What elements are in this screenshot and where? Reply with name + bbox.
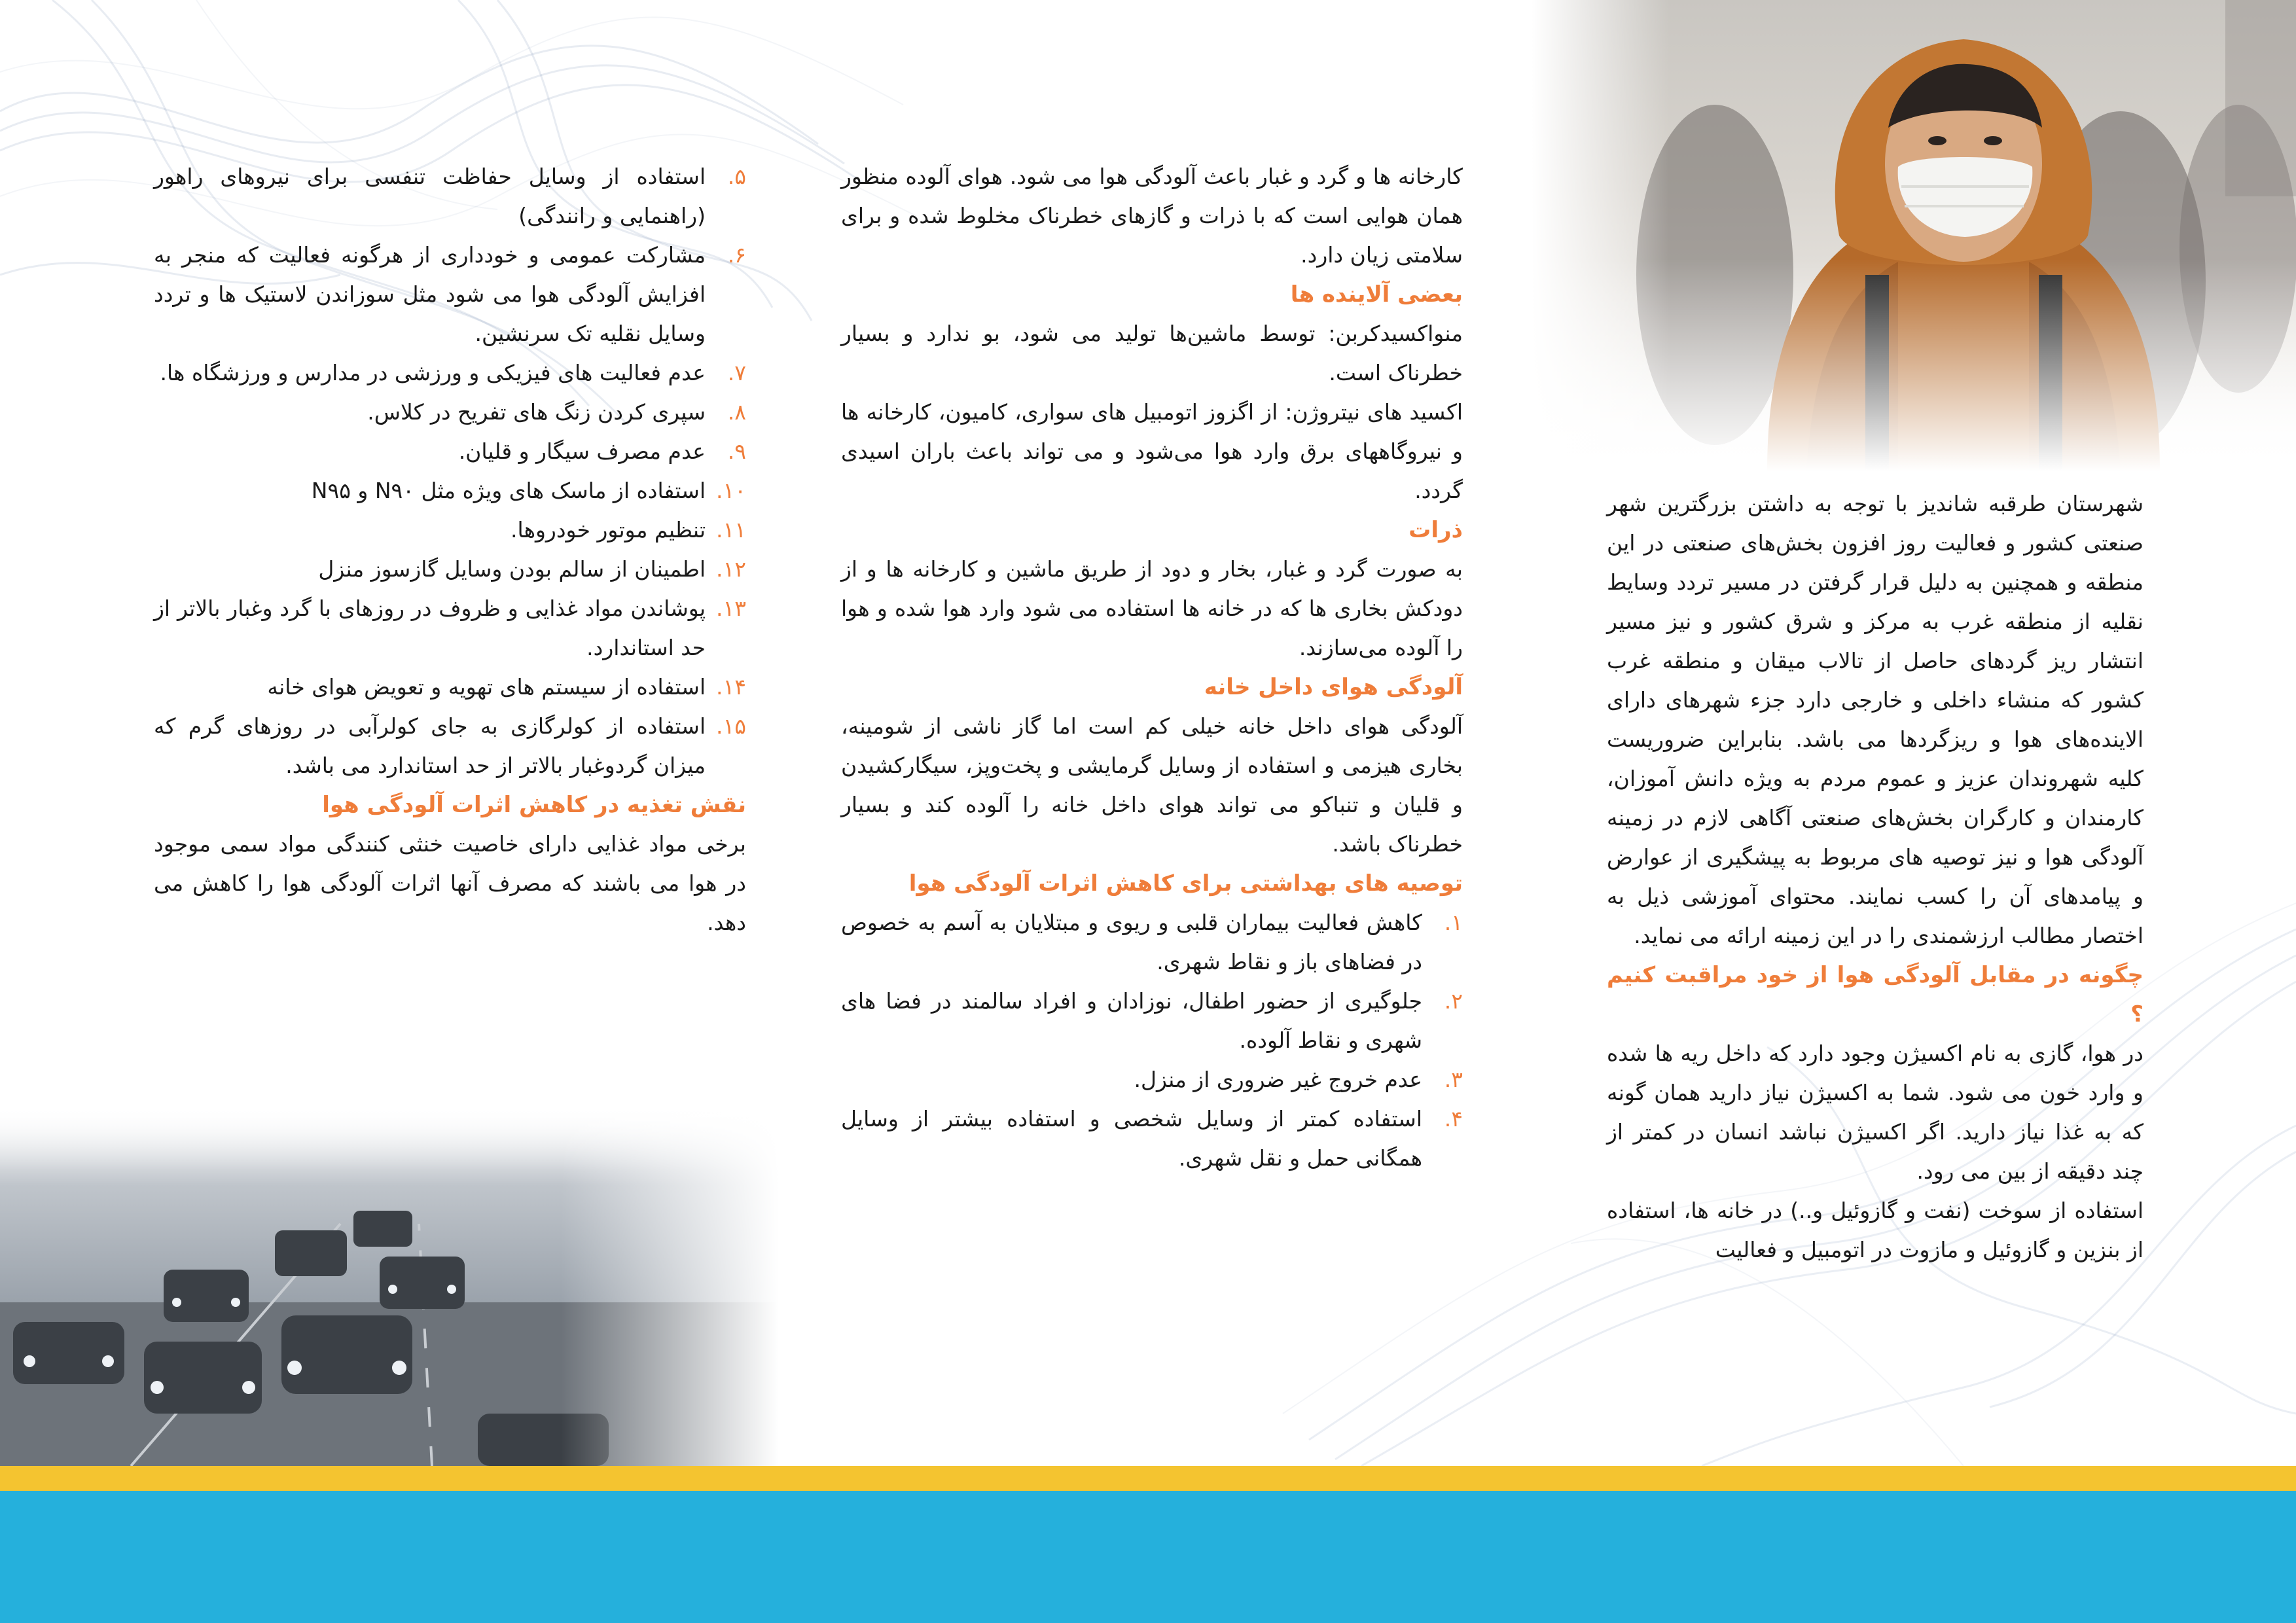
fuel-paragraph: استفاده از سوخت (نفت و گازوئیل و..) در خانه ها، استفاده از بنزین و گازوئیل و مازوت در اتومبیل و فعالیت (1607, 1198, 2144, 1262)
list-number: ۱۳. (716, 596, 746, 621)
list-item-text: استفاده از کولرگازی به جای کولرآبی در روزهای گرم که میزان گردوغبار بالاتر از حد استاندارد می باشد. (154, 713, 706, 778)
heading-particles: ذرات (1408, 517, 1463, 543)
list-item-text: پوشاندن مواد غذایی و ظروف در روزهای با گرد وغبار بالاتر از حد استاندارد. (154, 596, 706, 660)
list-number: ۸. (727, 399, 746, 425)
list-number: ۵. (727, 164, 746, 189)
list-item (841, 1060, 1463, 1099)
heading-self-care: چگونه در مقابل آلودگی هوا از خود مراقبت کنیم ؟ (1607, 962, 2144, 1027)
list-item-text: استفاده از وسایل حفاظت تنفسی برای نیروهای راهور (راهنمایی و رانندگی) (154, 164, 706, 228)
list-item-text: مشارکت عمومی و خودداری از هرگونه فعالیت که منجر به افزایش آلودگی هوا می شود مثل سوزاندن لاستیک ها و تردد وسایل نقلیه تک سرنشین. (154, 242, 706, 346)
list-item (154, 157, 746, 236)
polluted-air-paragraph: کارخانه ها و گرد و غبار باعث آلودگی هوا می شود. هوای آلوده منظور همان هوایی است که با ذرات و گازهای خطرناک مخلوط شده و برای سلامتی زیان دارد. (841, 164, 1463, 268)
nitrogen-oxides-paragraph: اکسید های نیتروژن: از اگزوز اتومبیل های سواری، کامیون، کارخانه ها و نیروگاههای برق وارد هوا می‌شود و می تواند باعث باران اسیدی گردد. (841, 399, 1463, 503)
list-number: ۱۲. (716, 556, 746, 582)
traffic-pollution-photo (0, 1106, 779, 1466)
list-number: ۱۵. (716, 713, 746, 739)
list-item-text: سپری کردن زنگ های تفریح در کلاس. (367, 399, 706, 425)
list-item (841, 903, 1463, 982)
indoor-pollution-paragraph: آلودگی هوای داخل خانه خیلی کم است اما گاز ناشی از شومینه، بخاری هیزمی و استفاده از وسایل گرمایشی و پخت‌وپز، سیگارکشیدن و قلیان و تنباکو می‌ تواند هوای داخل خانه را آلوده کند و بسیار خطرناک باشد. (841, 713, 1463, 857)
list-number: ۷. (727, 360, 746, 385)
list-number: ۹. (727, 438, 746, 464)
list-number: ۱۱. (716, 517, 746, 543)
right-column (1607, 484, 2144, 1270)
list-item-text: عدم مصرف سیگار و قلیان. (458, 438, 706, 464)
list-item-text: جلوگیری از حضور اطفال، نوزادان و افراد سالمند در فضا های شهری و نقاط آلوده. (841, 988, 1422, 1053)
list-item (154, 236, 746, 353)
left-column (154, 157, 746, 942)
list-item-text: کاهش فعالیت بیماران قلبی و ریوی و مبتلایان به آسم به خصوص در فضاهای باز و نقاط شهری. (841, 910, 1422, 974)
list-number: ۱. (1444, 910, 1463, 935)
list-number: ۴. (1444, 1106, 1463, 1132)
nutrition-paragraph: برخی مواد غذایی دارای خاصیت خنثی کنندگی مواد سمی موجود در هوا می باشند که مصرف آنها اثرات آلودگی هوا را کاهش می دهد. (154, 831, 746, 935)
oxygen-paragraph: در هوا، گازی به نام اکسیژن وجود دارد که داخل ریه ها شده و وارد خون می شود. شما به اکسیژن نیاز دارید همان گونه که به غذا نیاز دارید. اگر اکسیژن نباشد انسان در کمتر از چند دقیقه از بین می رود. (1607, 1041, 2144, 1184)
list-item (154, 432, 746, 471)
list-item-text: تنظیم موتور خودروها. (511, 517, 706, 543)
list-item-text: استفاده از ماسک های ویژه مثل N۹۰ و N۹۵ (311, 478, 706, 503)
list-item (154, 471, 746, 510)
list-number: ۱۴. (716, 674, 746, 700)
particles-paragraph: به صورت گرد و غبار، بخار و دود از طریق ماشین و کارخانه ها و از دودکش بخاری ها که در خانه ها استفاده می شود وارد هوا شده و هوا را آلوده می‌سازند. (841, 556, 1463, 660)
list-item (154, 353, 746, 393)
heading-nutrition: نقش تغذیه در کاهش اثرات آلودگی هوا (322, 792, 746, 818)
list-number: ۱۰. (716, 478, 746, 503)
list-number: ۶. (727, 242, 746, 268)
list-item (154, 589, 746, 668)
recommendations-list-part2 (154, 157, 746, 785)
footer-blue-band (0, 1491, 2296, 1623)
masked-man-photo (1532, 0, 2296, 471)
list-item-text: اطمینان از سالم بودن وسایل گازسوز منزل (318, 556, 706, 582)
list-item-text: استفاده از سیستم های تهویه و تعویض هوای خانه (267, 674, 706, 700)
middle-column (841, 157, 1463, 1178)
list-item-text: عدم فعالیت های فیزیکی و ورزشی در مدارس و ورزشگاه ها. (160, 360, 706, 385)
heading-pollutants: بعضی آلاینده ها (1290, 281, 1463, 308)
footer-yellow-stripe (0, 1466, 2296, 1491)
list-item (841, 982, 1463, 1060)
list-item (154, 510, 746, 550)
recommendations-list-part1 (841, 903, 1463, 1178)
list-item (841, 1099, 1463, 1178)
list-number: ۲. (1444, 988, 1463, 1014)
list-item-text: استفاده کمتر از وسایل شخصی و استفاده بیشتر از وسایل همگانی حمل و نقل شهری. (841, 1106, 1422, 1171)
list-item-text: عدم خروج غیر ضروری از منزل. (1134, 1067, 1422, 1092)
list-item (154, 668, 746, 707)
heading-health-recommendations: توصیه های بهداشتی برای کاهش اثرات آلودگی هوا (908, 870, 1463, 897)
carbon-monoxide-paragraph: منواکسیدکربن: توسط ماشین‌ها تولید می شود، بو ندارد و بسیار خطرناک است. (841, 321, 1463, 385)
list-item (154, 393, 746, 432)
list-item (154, 550, 746, 589)
heading-indoor-pollution: آلودگی هوای داخل خانه (1204, 674, 1463, 700)
list-item (154, 707, 746, 785)
intro-paragraph: شهرستان طرقبه شاندیز با توجه به داشتن بزرگترین شهر صنعتی کشور و فعالیت روز افزون بخش‌های صنعتی در این منطقه و همچنین به دلیل قرار گرفتن در مسیر تردد وسایط نقلیه از منطقه غرب به مرکز و شرق کشور و نیز مسیر انتشار ریز گردهای حاصل از تالاب میقان و منطقه غرب کشور که منشاء داخلی و خارجی دارد جزء شهرهای دارای الاینده‌های هوا و ریزگردها می باشد. بنابراین ضروریست کلیه شهروندان عزیز و عموم مردم به ویژه دانش آموزان، کارمندان و کارگران بخش‌های صنعتی آگاهی لازم در زمینه آلودگی هوا و نیز توصیه های مربوط به پیشگیری از عوارض و پیامدهای آن را کسب نمایند. محتوای آموزشی ذیل به اختصار مطالب ارزشمندی را در این زمینه ارائه می نماید. (1607, 491, 2144, 948)
list-number: ۳. (1444, 1067, 1463, 1092)
